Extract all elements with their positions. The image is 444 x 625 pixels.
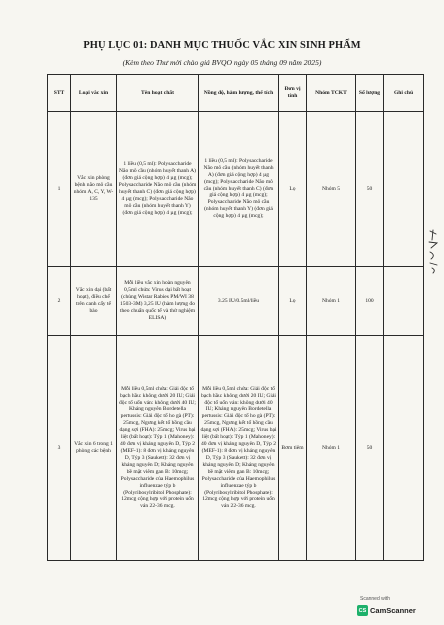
cell-strength: 1 liều (0,5 ml): Polysaccharide Não mô cầu (nhóm huyết thanh A) (đơn giá cộng hợp) 4 µg (mcg); Polysaccharide Não mô cầu (nhóm huyết thanh C) (đơn giá cộng hợp) 4 µg (mcg); Polysaccharide Não mô cầu (nhóm huyết thanh Y) (đơn giá cộng hợp) 4 µg (mcg); — [199, 112, 279, 267]
cell-note — [384, 336, 424, 561]
cell-quantity: 50 — [356, 336, 384, 561]
cell-active-ingredient: Mỗi liều 0,5ml chứa: Giải độc tố bạch hầu: không dưới 20 IU; Giải độc tố uốn ván: không dưới 40 IU; Kháng nguyên Bordetella pertussis: Giải độc tố ho gà (PT): 25mcg, Ngưng kết tố hồng cầu dạng sợi (FHA): 25mcg; Virus bại liệt (bất hoạt): Týp 1 (Mahoney): 40 đơn vị kháng nguyên D, Týp 2 (MEF-1): 8 đơn vị kháng nguyên D, Týp 3 (Saukett): 32 đơn vị kháng nguyên D; Kháng nguyên bề mặt viêm gan B: 10mcg; Polysaccharide của Haemophilus influenzae týp b (Polyribosylribitol Phosphate): 12mcg cộng hợp với protein uốn ván 22-36 mcg. — [117, 336, 199, 561]
cell-vaccine-type: Vắc xin phòng bệnh não mô cầu nhóm A, C, Y, W-135 — [71, 112, 117, 267]
header-note: Ghi chú — [384, 75, 424, 112]
scanned-with-label: Scanned with — [360, 596, 391, 602]
page-title: PHỤ LỤC 01: DANH MỤC THUỐC VẮC XIN SINH PHẨM — [83, 40, 361, 51]
cell-quantity: 50 — [356, 112, 384, 267]
header-unit: Đơn vị tính — [279, 75, 307, 112]
page-subtitle: (Kèm theo Thư mời chào giá BVQO ngày 05 tháng 09 năm 2025) — [122, 58, 322, 67]
header-stt: STT — [48, 75, 71, 112]
cell-stt: 3 — [48, 336, 71, 561]
header-quantity: Số lượng — [356, 75, 384, 112]
header-active-ingredient: Tên hoạt chất — [117, 75, 199, 112]
cell-unit: Lọ — [279, 267, 307, 336]
header-technical-group: Nhóm TCKT — [307, 75, 356, 112]
handwritten-mark-icon — [427, 228, 441, 274]
cell-active-ingredient: Mỗi liều vắc xin hoàn nguyên 0,5ml chứa: Virus dại bất hoạt (chủng Wistar Rabies PM/WI 38 1503-3M) 3,25 IU (hàm lượng đo theo chuẩn quốc tế và thử nghiệm ELISA) — [117, 267, 199, 336]
cell-stt: 2 — [48, 267, 71, 336]
cell-vaccine-type: Vắc xin dại (bất hoạt), điều chế trên canh cấy tế bào — [71, 267, 117, 336]
table-header-row — [48, 75, 424, 112]
cell-note — [384, 112, 424, 267]
header-vaccine-type: Loại vắc xin — [71, 75, 117, 112]
camscanner-name: CamScanner — [370, 606, 416, 615]
vaccine-list-table — [47, 74, 424, 561]
header-strength: Nồng độ, hàm lượng, thể tích — [199, 75, 279, 112]
cell-active-ingredient: 1 liều (0,5 ml): Polysaccharide Não mô cầu (nhóm huyết thanh A) (đơn giá cộng hợp) 4 µg (mcg); Polysaccharide Não mô cầu (nhóm huyết thanh C) (đơn giá cộng hợp) 4 µg (mcg); Polysaccharide Não mô cầu (nhóm huyết thanh Y) (đơn giá cộng hợp) 4 µg (mcg); — [117, 112, 199, 267]
cell-technical-group: Nhóm 1 — [307, 336, 356, 561]
camscanner-logo-icon: CS — [357, 605, 368, 616]
table-row — [48, 267, 424, 336]
cell-note — [384, 267, 424, 336]
cell-strength: 3.25 IU/0.5ml/liều — [199, 267, 279, 336]
table-row — [48, 112, 424, 267]
cell-unit: Lọ — [279, 112, 307, 267]
cell-strength: Mỗi liều 0,5ml chứa: Giải độc tố bạch hầu: không dưới 20 IU; Giải độc tố uốn ván: không dưới 40 IU; Kháng nguyên Bordetella pertussis: Giải độc tố ho gà (PT): 25mcg, Ngưng kết tố hồng cầu dạng sợi (FHA): 25mcg; Virus bại liệt (bất hoạt): Týp 1 (Mahoney): 40 đơn vị kháng nguyên D, Týp 2 (MEF-1): 8 đơn vị kháng nguyên D, Týp 3 (Saukett): 32 đơn vị kháng nguyên D; Kháng nguyên bề mặt viêm gan B: 10mcg; Polysaccharide của Haemophilus influenzae týp b (Polyribosylribitol Phosphate): 12mcg cộng hợp với protein uốn ván 22-36 mcg. — [199, 336, 279, 561]
camscanner-watermark — [357, 605, 416, 616]
cell-technical-group: Nhóm 5 — [307, 112, 356, 267]
cell-unit: Bơm tiêm — [279, 336, 307, 561]
table-row — [48, 336, 424, 561]
cell-quantity: 100 — [356, 267, 384, 336]
cell-stt: 1 — [48, 112, 71, 267]
cell-technical-group: Nhóm 1 — [307, 267, 356, 336]
cell-vaccine-type: Vắc xin 6 trong 1 phòng các bệnh — [71, 336, 117, 561]
